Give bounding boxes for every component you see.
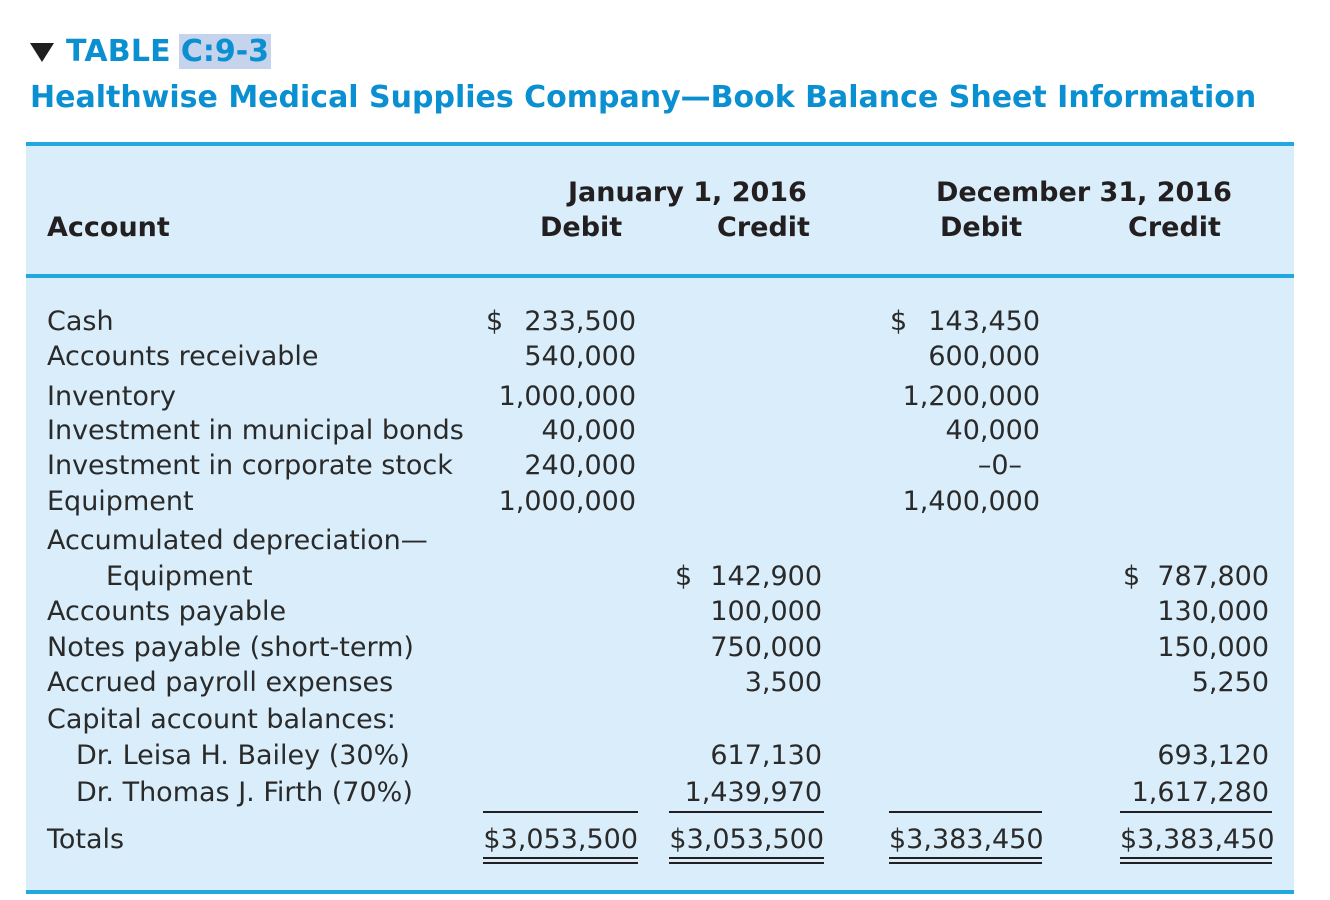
account-cell: Equipment xyxy=(106,561,253,592)
account-cell: Inventory xyxy=(47,381,176,412)
currency-sign: $ xyxy=(675,561,693,592)
dec-debit-cell: 600,000 xyxy=(928,341,1040,372)
header-dec-credit: Credit xyxy=(1128,212,1221,243)
dec-credit-cell: 130,000 xyxy=(1157,596,1269,627)
total-double-rule xyxy=(889,857,1042,859)
currency-sign: $ xyxy=(890,306,908,337)
total-double-rule xyxy=(1120,857,1272,859)
table-title: Healthwise Medical Supplies Company—Book Balance Sheet Information xyxy=(30,80,1257,115)
account-cell: Dr. Thomas J. Firth (70%) xyxy=(76,777,413,808)
subtotal-rule xyxy=(483,811,638,813)
dec-debit-cell: 1,400,000 xyxy=(902,486,1040,517)
dec-debit-cell: 1,200,000 xyxy=(902,381,1040,412)
account-cell: Notes payable (short-term) xyxy=(47,632,414,663)
bottom-rule xyxy=(26,890,1294,894)
account-cell: Equipment xyxy=(47,486,194,517)
jan-credit-cell: 750,000 xyxy=(710,632,822,663)
account-cell: Accumulated depreciation— xyxy=(47,525,428,556)
account-cell: Investment in municipal bonds xyxy=(47,415,464,446)
subtotal-rule xyxy=(889,811,1042,813)
total-dec-debit: $3,383,450 xyxy=(889,824,1044,855)
jan-credit-cell: 1,439,970 xyxy=(684,777,822,808)
jan-debit-cell: 540,000 xyxy=(524,341,636,372)
dec-credit-cell: 5,250 xyxy=(1191,667,1269,698)
total-dec-credit: $3,383,450 xyxy=(1120,824,1275,855)
jan-credit-cell: 142,900 xyxy=(710,561,822,592)
total-jan-credit: $3,053,500 xyxy=(669,824,824,855)
header-rule xyxy=(26,274,1294,278)
top-rule xyxy=(26,142,1294,146)
header-jan-credit: Credit xyxy=(717,212,810,243)
total-double-rule xyxy=(483,862,638,864)
account-cell: Accounts payable xyxy=(47,596,287,627)
header-dec-debit: Debit xyxy=(940,212,1023,243)
jan-credit-cell: 3,500 xyxy=(744,667,822,698)
currency-sign: $ xyxy=(486,306,504,337)
dec-debit-cell: 40,000 xyxy=(945,415,1040,446)
dec-credit-cell: 150,000 xyxy=(1157,632,1269,663)
total-double-rule xyxy=(483,857,638,859)
totals-label: Totals xyxy=(47,824,125,855)
total-double-rule xyxy=(669,857,824,859)
account-cell: Cash xyxy=(47,306,114,337)
jan-debit-cell: 240,000 xyxy=(524,450,636,481)
triangle-down-icon xyxy=(30,43,54,62)
dec-credit-cell: 693,120 xyxy=(1157,740,1269,771)
jan-debit-cell: 40,000 xyxy=(541,415,636,446)
account-cell: Accounts receivable xyxy=(47,341,319,372)
jan-debit-cell: 233,500 xyxy=(524,306,636,337)
table-tag-label: TABLE xyxy=(66,33,171,69)
dec-debit-cell: –0– xyxy=(977,450,1022,481)
dec-credit-cell: 1,617,280 xyxy=(1131,777,1269,808)
account-cell: Accrued payroll expenses xyxy=(47,667,394,698)
subtotal-rule xyxy=(669,811,824,813)
account-cell: Dr. Leisa H. Bailey (30%) xyxy=(76,740,410,771)
table-tag xyxy=(30,28,271,74)
header-account: Account xyxy=(47,212,170,243)
table-tag-number[interactable]: C:9-3 xyxy=(180,33,270,69)
total-double-rule xyxy=(669,862,824,864)
account-cell: Investment in corporate stock xyxy=(47,450,453,481)
header-period-jan: January 1, 2016 xyxy=(568,177,807,208)
total-jan-debit: $3,053,500 xyxy=(483,824,638,855)
jan-debit-cell: 1,000,000 xyxy=(498,381,636,412)
dec-credit-cell: 787,800 xyxy=(1157,561,1269,592)
header-period-dec: December 31, 2016 xyxy=(936,177,1232,208)
jan-debit-cell: 1,000,000 xyxy=(498,486,636,517)
currency-sign: $ xyxy=(1123,561,1141,592)
total-double-rule xyxy=(1120,862,1272,864)
dec-debit-cell: 143,450 xyxy=(928,306,1040,337)
jan-credit-cell: 100,000 xyxy=(710,596,822,627)
header-jan-debit: Debit xyxy=(540,212,623,243)
subtotal-rule xyxy=(1120,811,1272,813)
account-cell: Capital account balances: xyxy=(47,704,396,735)
total-double-rule xyxy=(889,862,1042,864)
jan-credit-cell: 617,130 xyxy=(710,740,822,771)
